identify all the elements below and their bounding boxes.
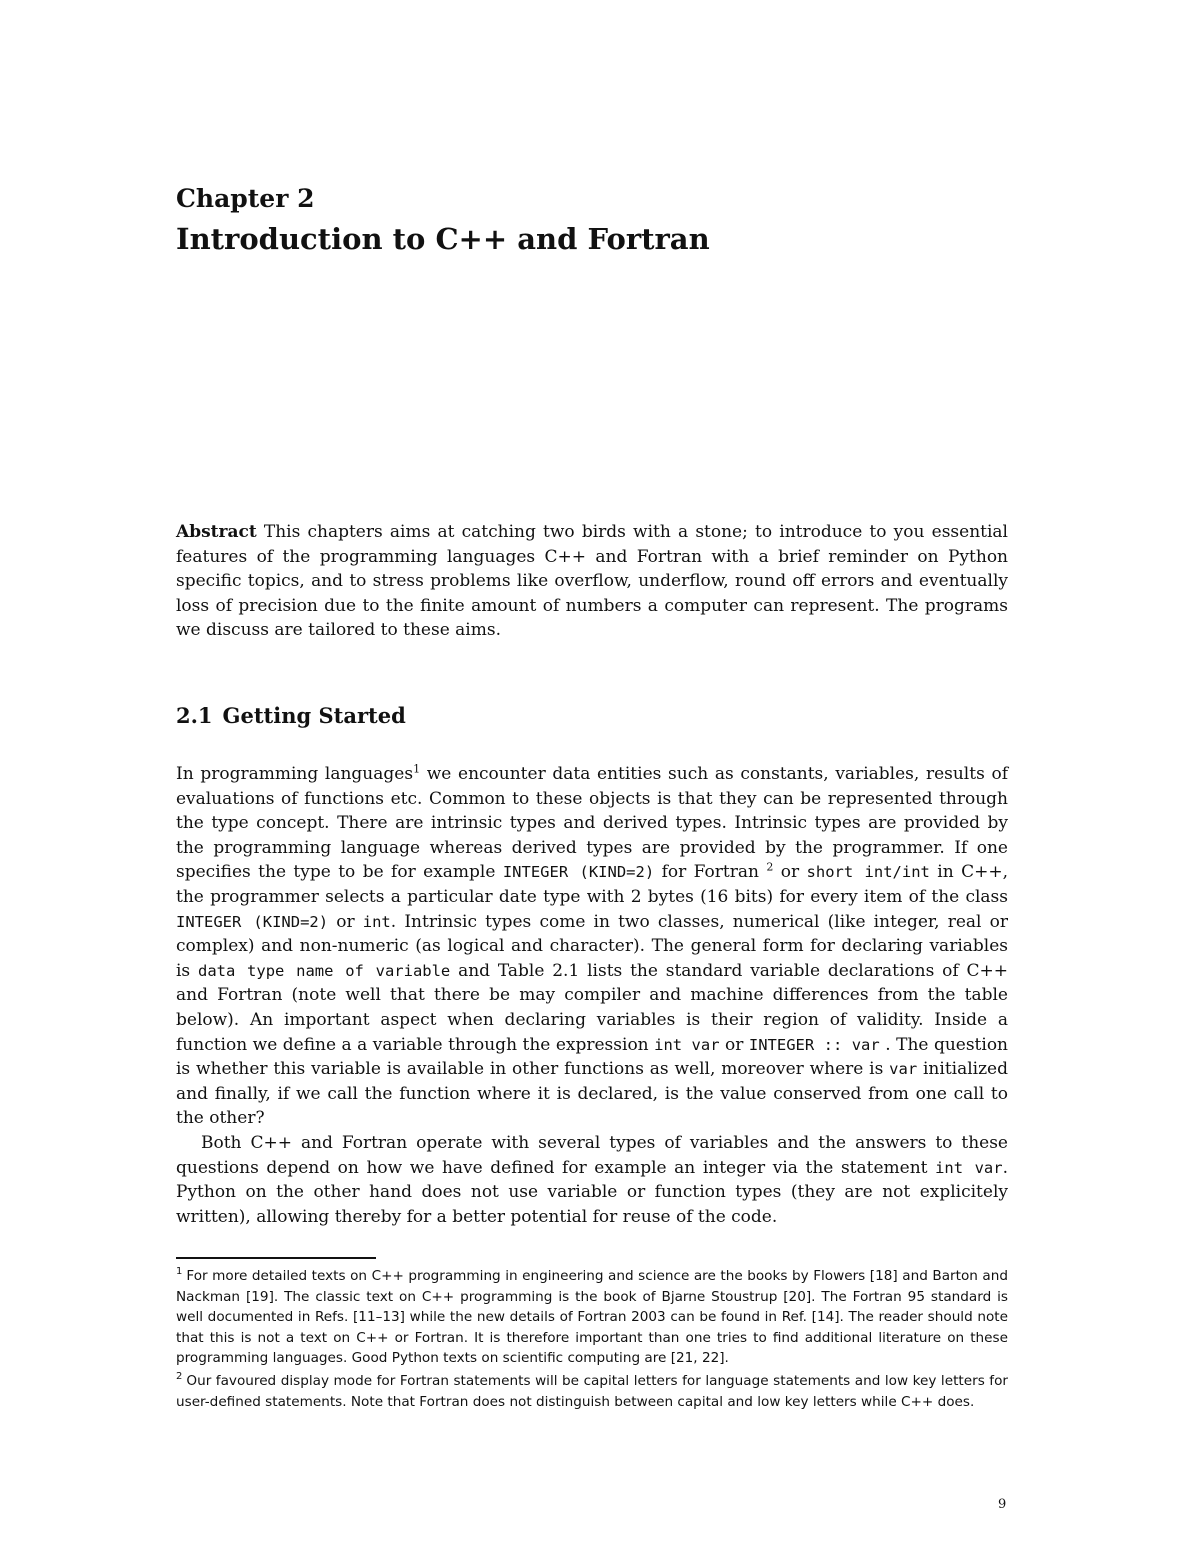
footnote-1 — [176, 1266, 1008, 1369]
footnote-rule — [176, 1257, 376, 1259]
section-number: 2.1 — [176, 703, 213, 728]
text-run: we encounter data entities such as constants, variables, results of evaluations of functions etc. Common to these objects is that they can be represented through the type concept. There are intrinsic types and derived types. Intrinsic types are provided by the programming language whereas derived types are provided by the programmer. If one specifies the type to be for example — [176, 764, 1008, 883]
text-run: for Fortran — [654, 862, 767, 883]
paragraph-1 — [176, 762, 1008, 1131]
text-run: in C++, the programmer selects a particular date type with 2 bytes (16 bits) for every item of the class — [176, 862, 1008, 907]
text-run: initialized and finally, if we call the function where it is declared, is the value conserved from one call to the other? — [176, 1059, 1008, 1129]
abstract-label: Abstract — [176, 522, 257, 542]
code-inline: int var — [935, 1158, 1003, 1177]
text-run: In programming languages — [176, 764, 414, 784]
abstract-text: This chapters aims at catching two birds with a stone; to introduce to you essential features of the programming languages C++ and Fortran with a brief reminder on Python specific topics, and to stress problems like overflow, underflow, round off errors and eventually loss of precision due to the finite amount of numbers a computer can represent. The programs we discuss are tailored to these aims. — [176, 522, 1008, 641]
footnotes — [176, 1266, 1008, 1414]
section-heading — [176, 703, 406, 728]
chapter-label: Chapter 2 — [176, 184, 315, 213]
text-run: or — [328, 911, 363, 932]
footnote-mark: 1 — [176, 1266, 183, 1278]
footnote-ref-1[interactable]: 1 — [413, 762, 421, 776]
footnote-mark: 2 — [176, 1371, 183, 1383]
text-run: . Intrinsic types come in two classes, numerical (like integer, real or complex) and non-numeric (as logical and character). The general form for declaring variables is — [176, 911, 1009, 981]
paragraph-2 — [176, 1131, 1008, 1229]
footnote-2 — [176, 1371, 1008, 1412]
footnote-text: For more detailed texts on C++ programming in engineering and science are the books by Flowers [18] and Barton and Nackman [19]. The classic text on C++ programming is the book of Bjarne Stoustrup [20]. The Fortran 95 standard is well documented in Refs. [11–13] while the new details of Fortran 2003 can be found in Ref. [14]. The reader should note that this is not a text on C++ or Fortran. It is therefore important than one tries to find additional literature on these programming languages. Good Python texts on scientific computing are [21, 22]. — [176, 1268, 1008, 1367]
page-number: 9 — [998, 1497, 1007, 1512]
code-inline: INTEGER (KIND=2) — [176, 912, 329, 931]
text-run: . The question is whether this variable is available in other functions as well, moreover where is — [176, 1034, 1009, 1080]
text-run: . Python on the other hand does not use variable or function types (they are not explicitely written), allowing thereby for a better potential for reuse of the code. — [176, 1157, 1009, 1227]
text-run: or — [719, 1034, 749, 1055]
text-run: and Table 2.1 lists the standard variable declarations of C++ and Fortran (note well that there be may compiler and machine differences from the table below). An important aspect when declaring variables is their region of validity. Inside a function we define a a variable through the expression — [176, 960, 1008, 1055]
code-inline: short int/int — [806, 863, 930, 882]
chapter-title: Introduction to C++ and Fortran — [176, 222, 710, 256]
code-inline: data type name of variable — [197, 961, 451, 980]
code-inline: int var — [654, 1035, 720, 1054]
code-inline: INTEGER (KIND=2) — [502, 863, 655, 882]
section-title: Getting Started — [222, 703, 406, 728]
footnote-ref-2[interactable]: 2 — [766, 860, 774, 874]
body-text — [176, 762, 1008, 1229]
text-run: or — [773, 862, 807, 883]
footnote-text: Our favoured display mode for Fortran statements will be capital letters for language statements and low key letters for user-defined statements. Note that Fortran does not distinguish between capital and low key letters while C++ does. — [176, 1372, 1008, 1410]
text-run: Both C++ and Fortran operate with several types of variables and the answers to these questions depend on how we have defined for example an integer via the statement — [176, 1132, 1008, 1178]
code-inline: INTEGER :: var — [748, 1035, 880, 1054]
abstract — [176, 520, 1008, 643]
code-inline: int — [362, 912, 391, 931]
code-inline: var — [889, 1060, 918, 1079]
